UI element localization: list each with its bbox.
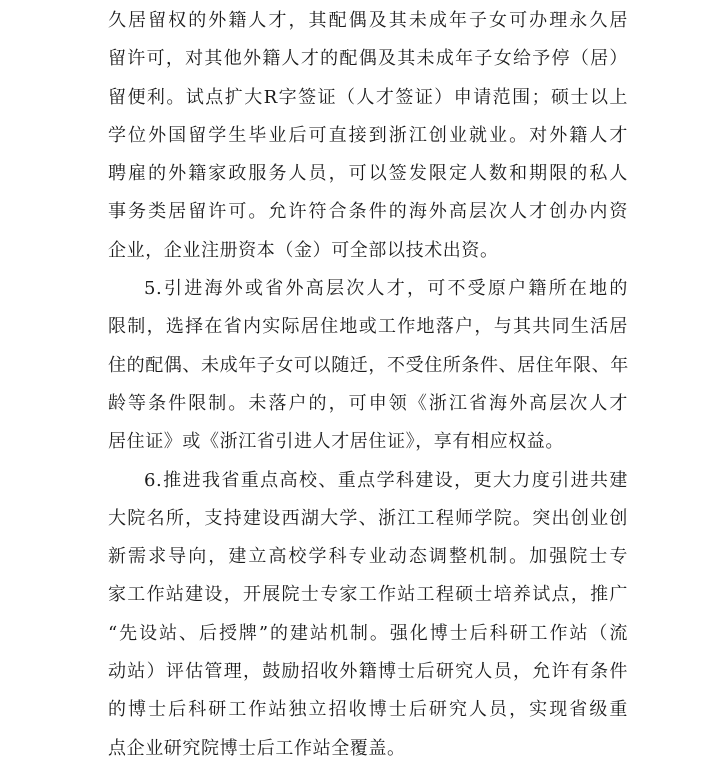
text-line: 企业，企业注册资本（金）可全部以技术出资。 bbox=[108, 239, 499, 261]
text-line: 限制，选择在省内实际居住地或工作地落户，与其共同生活居 bbox=[108, 316, 628, 338]
paragraph-5 bbox=[108, 270, 628, 461]
text-line: 久居留权的外籍人才，其配偶及其未成年子女可办理永久居 bbox=[108, 10, 628, 31]
text-line: 留许可，对其他外籍人才的配偶及其未成年子女给予停（居） bbox=[108, 48, 628, 70]
text-line: 新需求导向，建立高校学科专业动态调整机制。加强院士专 bbox=[108, 546, 628, 568]
document-body bbox=[108, 2, 628, 768]
text-line: 家工作站建设，开展院士专家工作站工程硕士培养试点，推广 bbox=[108, 584, 628, 606]
text-line: 事务类居留许可。允许符合条件的海外高层次人才创办内资 bbox=[108, 201, 628, 223]
text-line: 大院名所，支持建设西湖大学、浙江工程师学院。突出创业创 bbox=[108, 507, 628, 529]
paragraph-6 bbox=[108, 462, 628, 768]
text-line: 5.引进海外或省外高层次人才，可不受原户籍所在地的 bbox=[144, 278, 628, 300]
text-line: 6.推进我省重点高校、重点学科建设，更大力度引进共建 bbox=[144, 469, 628, 491]
text-line: 的博士后科研工作站独立招收博士后研究人员，实现省级重 bbox=[108, 699, 628, 721]
text-line: 留便利。试点扩大R字签证（人才签证）申请范围；硕士以上 bbox=[108, 86, 628, 108]
text-line: “先设站、后授牌”的建站机制。强化博士后科研工作站（流 bbox=[108, 622, 628, 644]
text-line: 聘雇的外籍家政服务人员，可以签发限定人数和期限的私人 bbox=[108, 163, 628, 185]
text-line: 龄等条件限制。未落户的，可申领《浙江省海外高层次人才 bbox=[108, 392, 628, 414]
text-line: 学位外国留学生毕业后可直接到浙江创业就业。对外籍人才 bbox=[108, 124, 628, 146]
text-line: 住的配偶、未成年子女可以随迁，不受住所条件、居住年限、年 bbox=[108, 354, 629, 376]
paragraph-continued bbox=[108, 2, 628, 270]
text-line: 动站）评估管理，鼓励招收外籍博士后研究人员，允许有条件 bbox=[108, 661, 628, 683]
text-line: 居住证》或《浙江省引进人才居住证》，享有相应权益。 bbox=[108, 431, 564, 453]
text-line: 点企业研究院博士后工作站全覆盖。 bbox=[108, 737, 406, 759]
